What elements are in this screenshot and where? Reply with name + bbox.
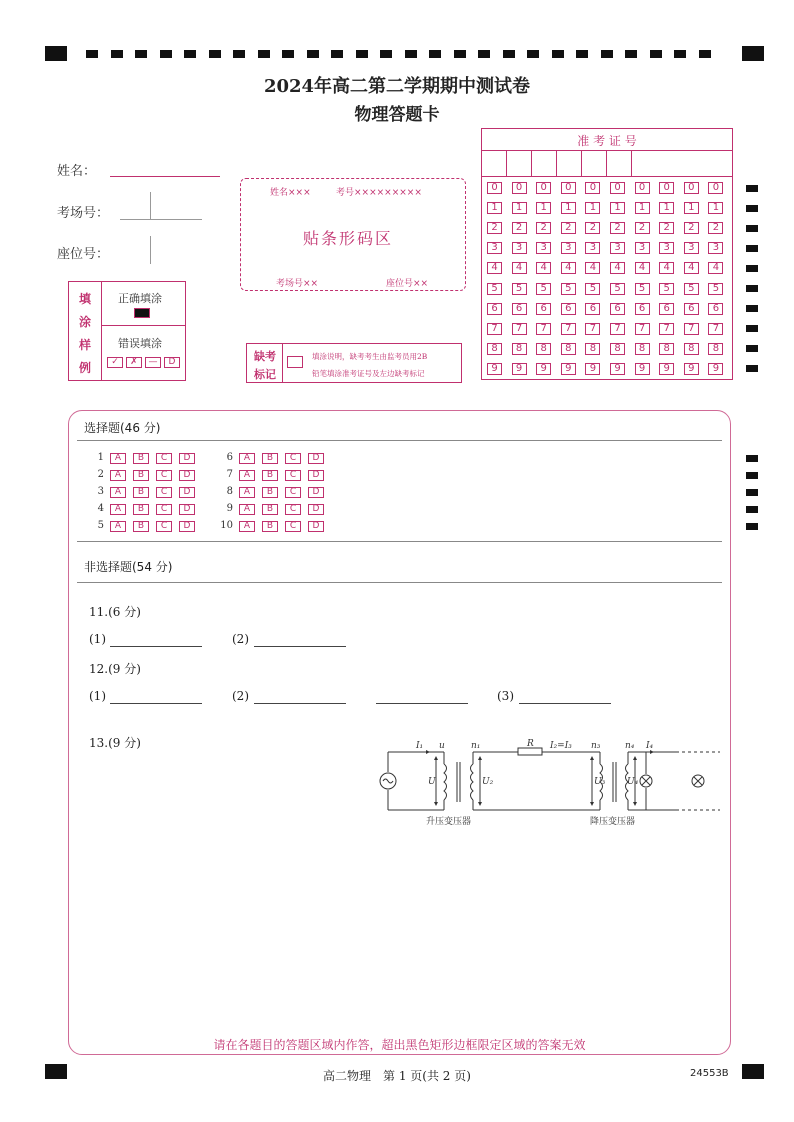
seat-field-divider	[150, 236, 151, 264]
exam-id-digit-cell[interactable]: 2	[536, 222, 551, 234]
label-U2: U₂	[482, 777, 494, 787]
timing-dash	[135, 50, 147, 58]
exam-id-digit-cell[interactable]: 5	[635, 283, 650, 295]
exam-id-digit-cell[interactable]: 7	[684, 323, 699, 335]
exam-id-digit-cell[interactable]: 5	[585, 283, 600, 295]
absent-note-line2: 铅笔填涂准考证号及左边缺考标记	[312, 369, 425, 378]
absent-note-line1: 填涂说明，缺考考生由监考员用2B	[312, 352, 428, 361]
exam-id-digit-cell[interactable]: 4	[659, 262, 674, 274]
exam-id-digit-cell[interactable]: 6	[708, 303, 723, 315]
q11-blank2[interactable]	[254, 646, 346, 647]
room-label: 考场号：	[57, 206, 110, 221]
exam-id-digit-cell[interactable]: 5	[512, 283, 527, 295]
q12-blank1-label: (1)	[89, 689, 106, 703]
label-R: R	[527, 739, 534, 749]
exam-id-digit-cell[interactable]: 7	[635, 323, 650, 335]
exam-id-digit-cell[interactable]: 4	[684, 262, 699, 274]
choice-bubble[interactable]: A	[110, 504, 126, 515]
timing-dash	[601, 50, 613, 58]
exam-id-title: 准 考 证 号	[577, 134, 637, 148]
question-number: 10	[220, 520, 233, 531]
fill-example-side-char: 涂	[79, 315, 92, 329]
exam-id-digit-cell[interactable]: 4	[561, 262, 576, 274]
q11-blank2-label: (2)	[232, 632, 249, 646]
exam-id-digit-cell[interactable]: 4	[585, 262, 600, 274]
timing-mark	[746, 523, 758, 530]
label-I2-I3: I₂=I₃	[550, 741, 572, 751]
timing-dash	[576, 50, 588, 58]
choice-bubble[interactable]: B	[133, 504, 149, 515]
answer-area-notice: 请在各题目的答题区域内作答，超出黑色矩形边框限定区域的答案无效	[213, 1038, 586, 1052]
question-number: 2	[97, 469, 104, 480]
exam-id-digit-cell[interactable]: 0	[659, 182, 674, 194]
exam-id-digit-cell[interactable]: 9	[684, 363, 699, 375]
exam-id-digit-cell[interactable]: 5	[536, 283, 551, 295]
question-number: 8	[226, 486, 233, 497]
q11-blank1-label: (1)	[89, 632, 106, 646]
exam-id-digit-cell[interactable]: 8	[684, 343, 699, 355]
timing-mark	[746, 285, 758, 292]
choice-bubble[interactable]: A	[239, 453, 255, 464]
label-U1: U	[428, 777, 436, 787]
exam-id-digit-cell[interactable]: 2	[487, 222, 502, 234]
timing-dash	[503, 50, 515, 58]
exam-id-digit-cell[interactable]: 4	[635, 262, 650, 274]
exam-id-digit-cell[interactable]: 2	[659, 222, 674, 234]
timing-dash	[405, 50, 417, 58]
exam-id-digit-cell[interactable]: 9	[585, 363, 600, 375]
timing-mark	[746, 365, 758, 372]
choice-bubble[interactable]: C	[285, 504, 301, 515]
exam-id-digit-cell[interactable]: 2	[635, 222, 650, 234]
exam-id-digit-cell[interactable]: 5	[684, 283, 699, 295]
choice-bubble[interactable]: D	[179, 470, 195, 481]
exam-id-digit-cell[interactable]: 1	[635, 202, 650, 214]
choice-bubble[interactable]: A	[239, 504, 255, 515]
timing-dash	[625, 50, 637, 58]
timing-dash	[552, 50, 564, 58]
exam-id-digit-cell[interactable]: 6	[610, 303, 625, 315]
timing-mark	[746, 325, 758, 332]
exam-id-digit-cell[interactable]: 8	[708, 343, 723, 355]
exam-id-digit-cell[interactable]: 3	[684, 242, 699, 254]
exam-id-digit-cell[interactable]: 9	[487, 363, 502, 375]
timing-dash	[331, 50, 343, 58]
absent-label-line2: 标记	[254, 368, 276, 381]
timing-dash	[674, 50, 686, 58]
question-number: 5	[97, 520, 104, 531]
q12-blank2-label: (2)	[232, 689, 249, 703]
room-field[interactable]	[120, 219, 202, 220]
absent-label-line1: 缺考	[254, 350, 276, 363]
exam-id-digit-cell[interactable]: 7	[512, 323, 527, 335]
choice-bubble[interactable]: D	[308, 504, 324, 515]
exam-id-digit-cell[interactable]: 1	[487, 202, 502, 214]
timing-mark	[746, 472, 758, 479]
correct-fill-label: 正确填涂	[118, 292, 162, 305]
label-I4: I₄	[646, 741, 654, 751]
seat-label: 座位号：	[57, 247, 110, 262]
choice-section-title: 选择题(46 分)	[84, 421, 161, 435]
exam-id-digit-cell[interactable]: 7	[708, 323, 723, 335]
exam-id-write-divider-v	[581, 150, 582, 176]
exam-id-digit-cell[interactable]: 4	[536, 262, 551, 274]
exam-id-digit-cell[interactable]: 4	[512, 262, 527, 274]
exam-id-digit-cell[interactable]: 8	[561, 343, 576, 355]
label-U4: U₄	[627, 777, 639, 787]
exam-id-digit-cell[interactable]: 6	[487, 303, 502, 315]
exam-id-digit-cell[interactable]: 6	[585, 303, 600, 315]
absent-label-divider	[282, 343, 283, 383]
label-u: u	[439, 741, 445, 751]
exam-id-digit-cell[interactable]: 5	[708, 283, 723, 295]
timing-dash	[356, 50, 368, 58]
timing-dash	[429, 50, 441, 58]
choice-bubble[interactable]: A	[110, 521, 126, 532]
choice-bubble[interactable]: D	[308, 521, 324, 532]
exam-id-digit-cell[interactable]: 7	[487, 323, 502, 335]
exam-id-digit-cell[interactable]: 0	[561, 182, 576, 194]
choice-bubble[interactable]: D	[179, 504, 195, 515]
page-title: 2024年高二第二学期期中测试卷	[263, 76, 531, 97]
exam-id-digit-cell[interactable]: 9	[561, 363, 576, 375]
question-number: 7	[226, 469, 233, 480]
exam-id-digit-cell[interactable]: 3	[635, 242, 650, 254]
exam-id-digit-cell[interactable]: 3	[536, 242, 551, 254]
exam-id-digit-cell[interactable]: 1	[610, 202, 625, 214]
q11-blank1[interactable]	[110, 646, 202, 647]
exam-id-digit-cell[interactable]: 1	[659, 202, 674, 214]
wrong-fill-sample: ✓	[107, 357, 123, 368]
exam-id-digit-cell[interactable]: 2	[610, 222, 625, 234]
choice-bubble[interactable]: C	[156, 453, 172, 464]
choice-bubble[interactable]: C	[285, 470, 301, 481]
nonchoice-section-rule	[77, 582, 722, 583]
choice-bubble[interactable]: A	[239, 487, 255, 498]
choice-bubble[interactable]: C	[285, 521, 301, 532]
timing-mark	[746, 455, 758, 462]
barcode-exam-no-field: 考号×××××××××	[336, 188, 422, 198]
timing-dash	[380, 50, 392, 58]
name-field[interactable]	[110, 176, 220, 177]
barcode-seat-field: 座位号××	[386, 279, 429, 289]
wrong-fill-sample: ✗	[126, 357, 142, 368]
exam-id-digit-cell[interactable]: 8	[659, 343, 674, 355]
transmission-circuit-diagram	[378, 738, 720, 830]
exam-id-digit-cell[interactable]: 3	[512, 242, 527, 254]
choice-bubble[interactable]: B	[133, 487, 149, 498]
exam-id-digit-cell[interactable]: 7	[561, 323, 576, 335]
timing-dash	[699, 50, 711, 58]
exam-id-digit-cell[interactable]: 6	[536, 303, 551, 315]
choice-bubble[interactable]: D	[179, 521, 195, 532]
choice-bubble[interactable]: C	[156, 504, 172, 515]
timing-dash	[111, 50, 123, 58]
timing-dash	[478, 50, 490, 58]
fill-example-divider-v	[101, 281, 102, 381]
exam-id-digit-cell[interactable]: 9	[659, 363, 674, 375]
exam-id-digit-cell[interactable]: 7	[610, 323, 625, 335]
exam-id-digit-cell[interactable]: 6	[635, 303, 650, 315]
choice-bubble[interactable]: B	[133, 521, 149, 532]
exam-id-digit-cell[interactable]: 1	[684, 202, 699, 214]
choice-bubble[interactable]: C	[156, 521, 172, 532]
exam-id-digit-cell[interactable]: 6	[561, 303, 576, 315]
q12-blank3-label: (3)	[497, 689, 514, 703]
exam-id-digit-cell[interactable]: 7	[585, 323, 600, 335]
exam-id-digit-cell[interactable]: 5	[610, 283, 625, 295]
timing-mark	[746, 345, 758, 352]
label-U3: U₃	[594, 777, 606, 787]
barcode-title: 贴条形码区	[303, 229, 394, 248]
exam-id-digit-cell[interactable]: 9	[610, 363, 625, 375]
exam-id-digit-cell[interactable]: 4	[610, 262, 625, 274]
timing-dash	[527, 50, 539, 58]
choice-bubble[interactable]: C	[156, 487, 172, 498]
timing-dash	[160, 50, 172, 58]
timing-dash	[307, 50, 319, 58]
nonchoice-section-title: 非选择题(54 分)	[84, 560, 173, 574]
exam-id-digit-cell[interactable]: 1	[585, 202, 600, 214]
fill-example-side-char: 填	[79, 292, 92, 306]
exam-id-digit-cell[interactable]: 8	[512, 343, 527, 355]
exam-id-digit-cell[interactable]: 8	[610, 343, 625, 355]
exam-id-digit-cell[interactable]: 2	[684, 222, 699, 234]
timing-mark	[746, 489, 758, 496]
exam-id-digit-cell[interactable]: 2	[585, 222, 600, 234]
label-n4: n₄	[625, 741, 635, 751]
exam-id-digit-cell[interactable]: 7	[659, 323, 674, 335]
exam-id-digit-cell[interactable]: 1	[561, 202, 576, 214]
wrong-fill-sample: D	[164, 357, 180, 368]
exam-id-digit-cell[interactable]: 0	[585, 182, 600, 194]
exam-id-digit-cell[interactable]: 2	[708, 222, 723, 234]
wrong-fill-sample: —	[145, 357, 161, 368]
choice-bubble[interactable]: C	[156, 470, 172, 481]
timing-dash	[650, 50, 662, 58]
label-I1: I₁	[416, 741, 424, 751]
exam-id-digit-cell[interactable]: 0	[635, 182, 650, 194]
exam-id-digit-cell[interactable]: 9	[635, 363, 650, 375]
fill-example-side-char: 例	[79, 361, 92, 375]
timing-mark	[746, 205, 758, 212]
choice-bubble[interactable]: B	[133, 453, 149, 464]
barcode-room-field: 考场号××	[276, 279, 319, 289]
choice-bubble[interactable]: B	[262, 487, 278, 498]
exam-id-digit-cell[interactable]: 5	[487, 283, 502, 295]
timing-mark	[746, 305, 758, 312]
exam-id-digit-cell[interactable]: 6	[684, 303, 699, 315]
choice-section-rule-bottom	[77, 541, 722, 542]
exam-id-digit-cell[interactable]: 7	[536, 323, 551, 335]
exam-id-digit-cell[interactable]: 0	[610, 182, 625, 194]
exam-id-digit-cell[interactable]: 3	[561, 242, 576, 254]
q12-blank3[interactable]	[519, 703, 611, 704]
exam-id-digit-cell[interactable]: 4	[487, 262, 502, 274]
choice-bubble[interactable]: B	[133, 470, 149, 481]
label-n3: n₃	[591, 741, 601, 751]
exam-id-digit-cell[interactable]: 8	[635, 343, 650, 355]
exam-id-digit-cell[interactable]: 8	[585, 343, 600, 355]
exam-id-digit-cell[interactable]: 3	[487, 242, 502, 254]
timing-mark	[746, 245, 758, 252]
choice-bubble[interactable]: A	[110, 453, 126, 464]
exam-id-digit-cell[interactable]: 0	[512, 182, 527, 194]
exam-id-digit-cell[interactable]: 0	[684, 182, 699, 194]
exam-id-digit-cell[interactable]: 1	[708, 202, 723, 214]
exam-id-write-divider	[481, 176, 733, 177]
exam-id-digit-cell[interactable]: 3	[659, 242, 674, 254]
step-up-transformer-label: 升压变压器	[426, 817, 472, 827]
exam-id-digit-cell[interactable]: 3	[610, 242, 625, 254]
choice-bubble[interactable]: C	[285, 487, 301, 498]
fill-example-divider-h	[101, 325, 186, 326]
exam-id-digit-cell[interactable]: 3	[708, 242, 723, 254]
exam-id-digit-cell[interactable]: 3	[585, 242, 600, 254]
choice-bubble[interactable]: D	[308, 487, 324, 498]
barcode-name-field: 姓名×××	[270, 188, 311, 198]
choice-section-rule	[77, 440, 722, 441]
exam-id-digit-cell[interactable]: 0	[536, 182, 551, 194]
timing-dash	[454, 50, 466, 58]
q12-blank2[interactable]	[254, 703, 346, 704]
label-n1: n₁	[471, 741, 481, 751]
exam-id-digit-cell[interactable]: 2	[512, 222, 527, 234]
exam-id-digit-cell[interactable]: 9	[512, 363, 527, 375]
timing-dash	[86, 50, 98, 58]
exam-id-digit-cell[interactable]: 1	[512, 202, 527, 214]
question-number: 3	[97, 486, 104, 497]
exam-id-digit-cell[interactable]: 8	[536, 343, 551, 355]
footer-code: 24553B	[690, 1068, 729, 1079]
timing-dash	[209, 50, 221, 58]
registration-mark-top-right	[742, 46, 764, 61]
q11-label: 11.(6 分)	[89, 605, 141, 619]
exam-id-digit-cell[interactable]: 5	[659, 283, 674, 295]
question-number: 4	[97, 503, 104, 514]
exam-id-write-divider-v	[606, 150, 607, 176]
exam-id-write-divider-v	[531, 150, 532, 176]
exam-id-digit-cell[interactable]: 9	[536, 363, 551, 375]
exam-id-digit-cell[interactable]: 6	[659, 303, 674, 315]
q13-label: 13.(9 分)	[89, 736, 141, 750]
exam-id-digit-cell[interactable]: 6	[512, 303, 527, 315]
question-number: 6	[226, 452, 233, 463]
exam-id-digit-cell[interactable]: 9	[708, 363, 723, 375]
question-number: 1	[97, 452, 104, 463]
choice-bubble[interactable]: A	[239, 470, 255, 481]
choice-bubble[interactable]: A	[110, 470, 126, 481]
footer-page-text: 高二物理 第 1 页(共 2 页)	[323, 1069, 471, 1083]
exam-id-write-divider-v	[631, 150, 632, 176]
choice-bubble[interactable]: A	[110, 487, 126, 498]
q12-blank2b[interactable]	[376, 703, 468, 704]
choice-bubble[interactable]: D	[308, 470, 324, 481]
exam-id-digit-cell[interactable]: 1	[536, 202, 551, 214]
exam-id-write-divider-v	[556, 150, 557, 176]
timing-dash	[282, 50, 294, 58]
exam-id-digit-cell[interactable]: 4	[708, 262, 723, 274]
timing-mark	[746, 185, 758, 192]
fill-example-side-char: 样	[79, 338, 92, 352]
choice-bubble[interactable]: D	[179, 453, 195, 464]
exam-id-digit-cell[interactable]: 0	[487, 182, 502, 194]
choice-bubble[interactable]: A	[239, 521, 255, 532]
exam-id-write-divider-v	[506, 150, 507, 176]
choice-bubble[interactable]: B	[262, 470, 278, 481]
timing-dash	[258, 50, 270, 58]
exam-id-title-divider	[481, 150, 733, 151]
timing-dash	[184, 50, 196, 58]
question-number: 9	[226, 503, 233, 514]
choice-bubble[interactable]: B	[262, 504, 278, 515]
timing-mark	[746, 225, 758, 232]
choice-bubble[interactable]: D	[308, 453, 324, 464]
q12-blank1[interactable]	[110, 703, 202, 704]
choice-bubble[interactable]: C	[285, 453, 301, 464]
absent-checkbox[interactable]	[287, 356, 303, 368]
exam-id-digit-cell[interactable]: 2	[561, 222, 576, 234]
room-field-divider	[150, 192, 151, 220]
choice-bubble[interactable]: D	[179, 487, 195, 498]
exam-id-digit-cell[interactable]: 8	[487, 343, 502, 355]
timing-dash	[233, 50, 245, 58]
name-label: 姓名：	[57, 164, 97, 179]
choice-bubble[interactable]: B	[262, 453, 278, 464]
q12-label: 12.(9 分)	[89, 662, 141, 676]
exam-id-digit-cell[interactable]: 0	[708, 182, 723, 194]
page-subtitle: 物理答题卡	[354, 105, 440, 125]
step-down-transformer-label: 降压变压器	[590, 817, 636, 827]
timing-mark	[746, 265, 758, 272]
correct-fill-sample	[134, 308, 150, 318]
choice-bubble[interactable]: B	[262, 521, 278, 532]
registration-mark-top-left	[45, 46, 67, 61]
exam-id-digit-cell[interactable]: 5	[561, 283, 576, 295]
wrong-fill-label: 错误填涂	[118, 337, 162, 350]
timing-mark	[746, 506, 758, 513]
